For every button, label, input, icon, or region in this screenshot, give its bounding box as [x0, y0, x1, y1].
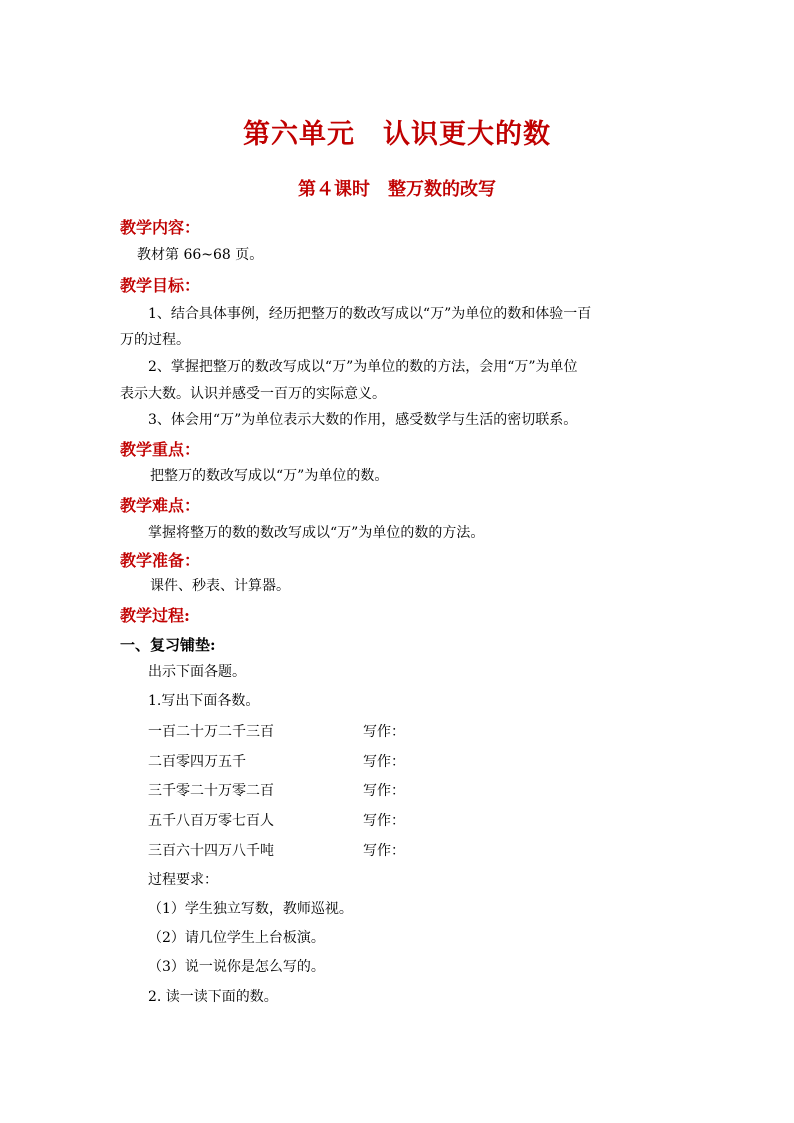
key-text: 把整万的数改写成以“万”为单位的数。 — [150, 468, 389, 484]
unit-title: 第六单元 认识更大的数 — [243, 119, 551, 150]
step-3: （3）说一说你是怎么写的。 — [148, 959, 325, 975]
number-words: 一百二十万二千三百 — [148, 724, 274, 740]
review-intro: 出示下面各题。 — [148, 664, 246, 680]
prep-text: 课件、秒表、计算器。 — [150, 578, 290, 594]
number-words: 三千零二十万零二百 — [148, 783, 274, 799]
number-row — [148, 721, 448, 741]
goal-2-line-2: 表示大数。认识并感受一百万的实际意义。 — [120, 386, 386, 402]
goal-1-line-2: 万的过程。 — [120, 332, 190, 348]
number-words: 三百六十四万八千吨 — [148, 843, 274, 859]
difficulty-text: 掌握将整万的数的数改写成以“万”为单位的数的方法。 — [148, 525, 485, 541]
review-section-heading: 一、复习铺垫: — [120, 636, 216, 654]
question-2: 2. 读一读下面的数。 — [148, 989, 278, 1005]
step-1: （1）学生独立写数，教师巡视。 — [148, 901, 353, 917]
number-words: 二百零四万五千 — [148, 754, 246, 770]
goal-1-line-1: 1、结合具体事例，经历把整万的数改写成以“万”为单位的数和体验一百 — [148, 306, 592, 322]
content-text: 教材第 66~68 页。 — [137, 247, 264, 263]
question-1: 1.写出下面各数。 — [148, 693, 260, 709]
goal-2-line-1: 2、掌握把整万的数改写成以“万”为单位的数的方法，会用“万”为单位 — [148, 359, 578, 375]
goal-3: 3、体会用“万”为单位表示大数的作用，感受数学与生活的密切联系。 — [148, 412, 578, 428]
number-row — [148, 840, 448, 860]
write-label: 写作： — [363, 783, 405, 799]
write-label: 写作： — [363, 724, 405, 740]
number-row — [148, 751, 448, 771]
number-words: 五千八百万零七百人 — [148, 813, 274, 829]
process-requirements: 过程要求： — [148, 872, 218, 888]
step-2: （2）请几位学生上台板演。 — [148, 930, 325, 946]
content-heading: 教学内容： — [120, 218, 201, 237]
lesson-title: 第４课时 整万数的改写 — [298, 179, 496, 200]
write-label: 写作： — [363, 813, 405, 829]
write-label: 写作： — [363, 843, 405, 859]
write-label: 写作： — [363, 754, 405, 770]
number-row — [148, 810, 448, 830]
difficulty-heading: 教学难点： — [120, 496, 201, 515]
key-heading: 教学重点： — [120, 440, 201, 459]
goals-heading: 教学目标： — [120, 276, 201, 295]
process-heading: 教学过程: — [120, 606, 190, 625]
prep-heading: 教学准备： — [120, 551, 201, 570]
number-row — [148, 780, 448, 800]
